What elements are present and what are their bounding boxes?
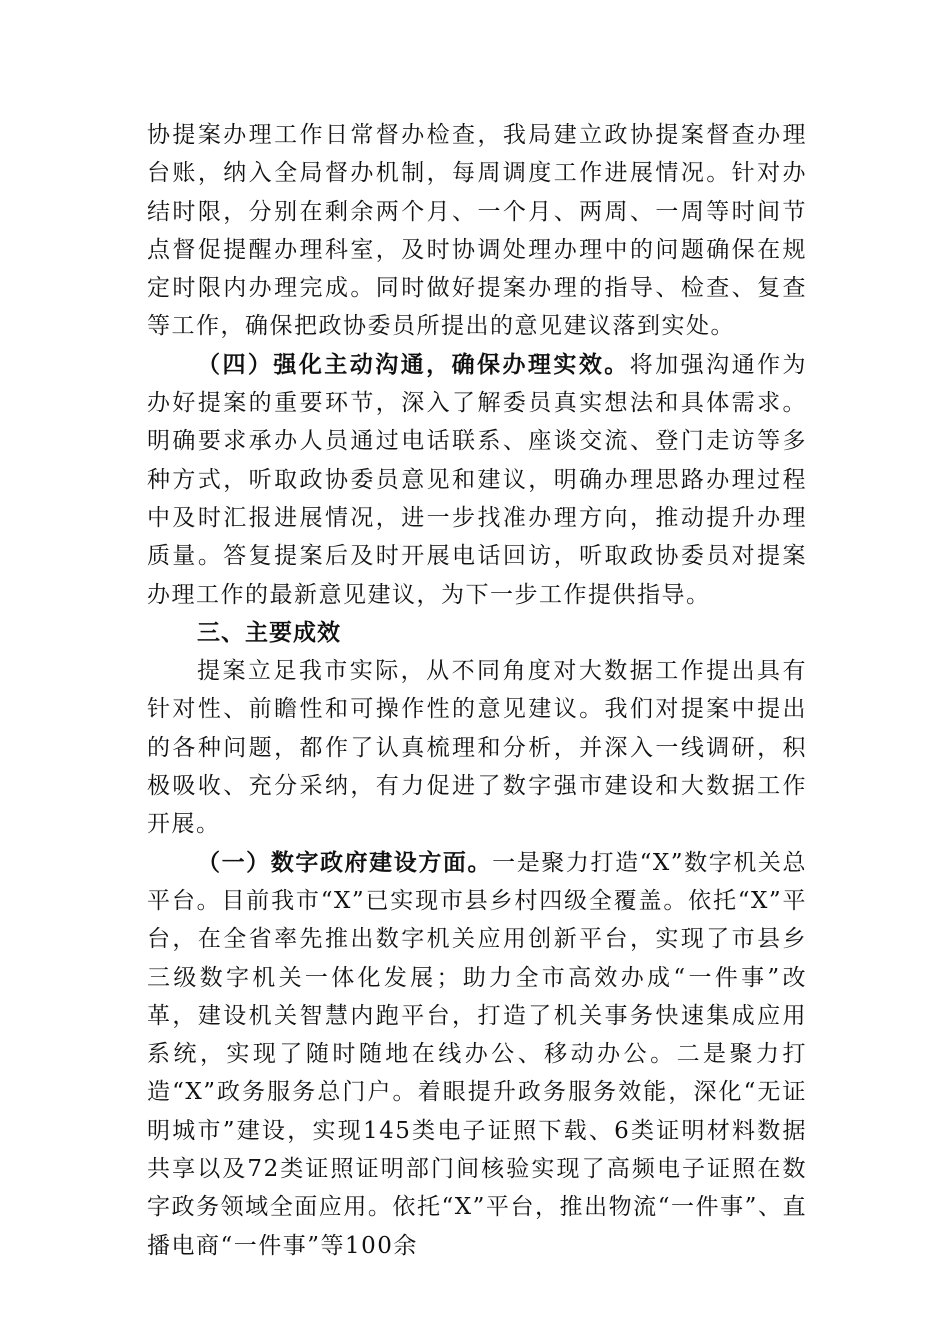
paragraph-digital-government-body: 一是聚力打造“X”数字机关总平台。目前我市“X”已实现市县乡村四级全覆盖。依托“X”平台，在全省率先推出数字机关应用创新平台，实现了市县乡三级数字机关一体化发展；助力全市高效办成“一件事”改革，建设机关智慧内跑平台，打造了机关事务快速集成应用系统，实现了随时随地在线办公、移动办公。二是聚力打造“X”政务服务总门户。着眼提升政务服务效能，深化“无证明城市”建设，实现145类电子证照下载、6类证明材料数据共享以及72类证照证明部门间核验实现了高频电子证照在数字政务领域全面应用。依托“X”平台，推出物流“一件事”、直播电商“一件事”等100余 [147, 849, 808, 1259]
document-body [147, 116, 807, 1265]
paragraph-communication-body: 将加强沟通作为办好提案的重要环节，深入了解委员真实想法和具体需求。明确要求承办人员通过电话联系、座谈交流、登门走访等多种方式，听取政协委员意见和建议，明确办理思路办理过程中及时汇报进展情况，进一步找准办理方向，推动提升办理质量。答复提案后及时开展电话回访，听取政协委员对提案办理工作的最新意见建议，为下一步工作提供指导。 [147, 351, 808, 608]
paragraph-digital-government [147, 844, 807, 1265]
section-heading-main-results: 三、主要成效 [197, 619, 341, 646]
paragraph-communication-lead: （四）强化主动沟通，确保办理实效。 [197, 350, 630, 378]
paragraph-digital-government-lead: （一）数字政府建设方面。 [197, 848, 493, 876]
paragraph-results-intro: 提案立足我市实际，从不同角度对大数据工作提出具有针对性、前瞻性和可操作性的意见建议。我们对提案中提出的各种问题，都作了认真梳理和分析，并深入一线调研，积极吸收、充分采纳，有力促进了数字强市建设和大数据工作开展。 [147, 658, 807, 838]
paragraph-communication [147, 346, 807, 614]
paragraph-supervision: 协提案办理工作日常督办检查，我局建立政协提案督查办理台账，纳入全局督办机制，每周调度工作进展情况。针对办结时限，分别在剩余两个月、一个月、两周、一周等时间节点督促提醒办理科室，及时协调处理办理中的问题确保在规定时限内办理完成。同时做好提案办理的指导、检查、复查等工作，确保把政协委员所提出的意见建议落到实处。 [147, 122, 807, 340]
